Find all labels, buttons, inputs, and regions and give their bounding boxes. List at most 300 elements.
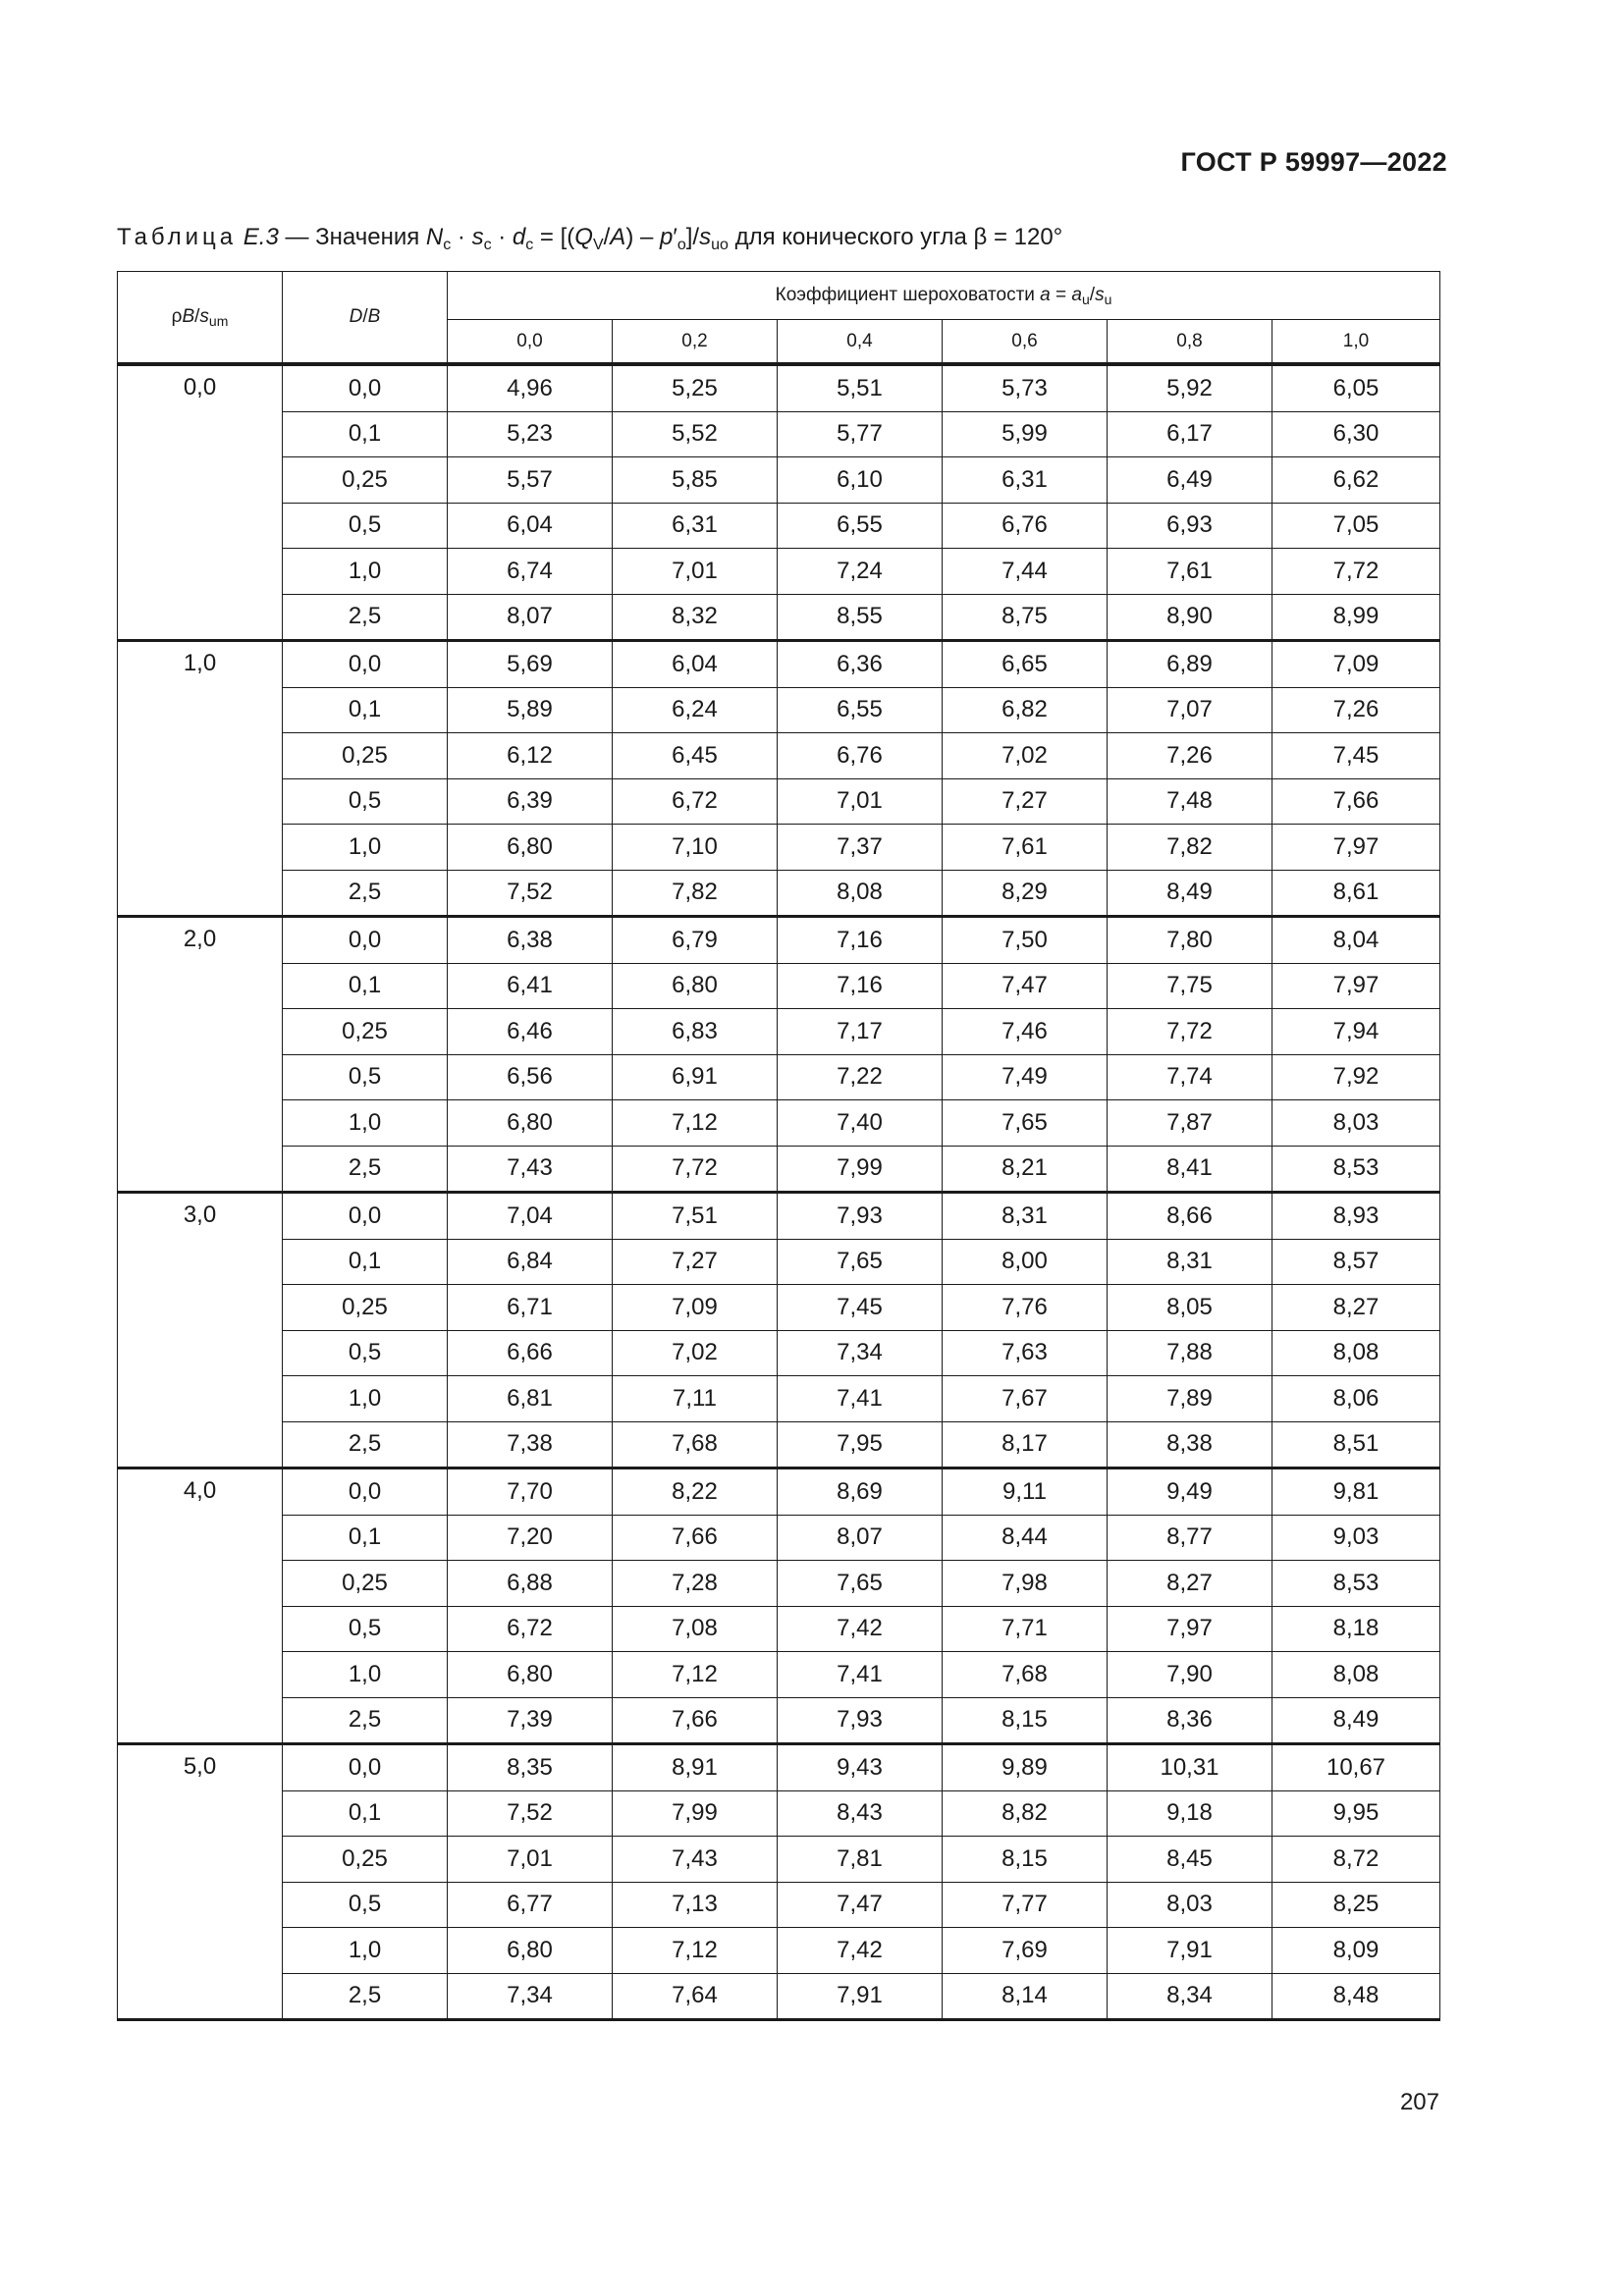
db-cell: 0,1 bbox=[283, 687, 448, 733]
value-cell: 5,51 bbox=[778, 364, 943, 411]
value-cell: 9,89 bbox=[943, 1744, 1108, 1791]
value-cell: 7,70 bbox=[448, 1468, 613, 1516]
value-cell: 5,99 bbox=[943, 411, 1108, 457]
table-row bbox=[118, 1285, 1440, 1331]
value-cell: 7,50 bbox=[943, 917, 1108, 964]
header-a-value: 0,4 bbox=[778, 320, 943, 365]
table-row bbox=[118, 1054, 1440, 1100]
value-cell: 8,61 bbox=[1272, 870, 1440, 917]
table-row bbox=[118, 1652, 1440, 1698]
caption-formula-n: N bbox=[425, 224, 444, 250]
value-cell: 7,65 bbox=[778, 1561, 943, 1607]
db-cell: 2,5 bbox=[283, 870, 448, 917]
value-cell: 8,41 bbox=[1108, 1146, 1272, 1193]
value-cell: 8,05 bbox=[1108, 1285, 1272, 1331]
value-cell: 8,82 bbox=[943, 1790, 1108, 1837]
value-cell: 8,09 bbox=[1272, 1928, 1440, 1974]
value-cell: 6,80 bbox=[448, 1100, 613, 1147]
value-cell: 7,45 bbox=[778, 1285, 943, 1331]
value-cell: 8,36 bbox=[1108, 1697, 1272, 1744]
value-cell: 7,90 bbox=[1108, 1652, 1272, 1698]
value-cell: 7,52 bbox=[448, 870, 613, 917]
db-cell: 0,0 bbox=[283, 1468, 448, 1516]
value-cell: 7,12 bbox=[613, 1100, 778, 1147]
value-cell: 6,65 bbox=[943, 641, 1108, 688]
db-cell: 0,25 bbox=[283, 457, 448, 504]
value-cell: 7,01 bbox=[778, 778, 943, 825]
value-cell: 7,72 bbox=[1272, 549, 1440, 595]
value-cell: 9,03 bbox=[1272, 1515, 1440, 1561]
caption-number: E.3 bbox=[243, 224, 279, 250]
value-cell: 7,41 bbox=[778, 1652, 943, 1698]
caption-label: Таблица bbox=[117, 224, 238, 250]
db-cell: 0,25 bbox=[283, 1561, 448, 1607]
value-cell: 6,74 bbox=[448, 549, 613, 595]
value-cell: 7,37 bbox=[778, 825, 943, 871]
value-cell: 6,46 bbox=[448, 1009, 613, 1055]
value-cell: 7,75 bbox=[1108, 963, 1272, 1009]
value-cell: 5,23 bbox=[448, 411, 613, 457]
table-row bbox=[118, 1744, 1440, 1791]
table-row bbox=[118, 778, 1440, 825]
table-caption: Таблица E.3 — Значения $N_c \cdot s_c \cdot d_c = [(Q_V/A) - p'_o]/s_{uo}$ для конического угла β = 120° bbox=[117, 224, 1063, 253]
value-cell: 7,68 bbox=[943, 1652, 1108, 1698]
db-cell: 1,0 bbox=[283, 549, 448, 595]
value-cell: 7,12 bbox=[613, 1928, 778, 1974]
value-cell: 7,99 bbox=[613, 1790, 778, 1837]
table-row bbox=[118, 641, 1440, 688]
value-cell: 6,55 bbox=[778, 687, 943, 733]
db-cell: 0,5 bbox=[283, 503, 448, 549]
table-row bbox=[118, 594, 1440, 641]
value-cell: 7,04 bbox=[448, 1193, 613, 1240]
table-row bbox=[118, 457, 1440, 504]
value-cell: 8,75 bbox=[943, 594, 1108, 641]
rho-cell: 4,0 bbox=[118, 1468, 283, 1744]
value-cell: 8,77 bbox=[1108, 1515, 1272, 1561]
table-row bbox=[118, 1421, 1440, 1468]
table-row bbox=[118, 733, 1440, 779]
value-cell: 7,82 bbox=[613, 870, 778, 917]
value-cell: 8,15 bbox=[943, 1837, 1108, 1883]
value-cell: 7,94 bbox=[1272, 1009, 1440, 1055]
value-cell: 6,80 bbox=[448, 1928, 613, 1974]
value-cell: 6,71 bbox=[448, 1285, 613, 1331]
db-cell: 0,1 bbox=[283, 1515, 448, 1561]
value-cell: 7,74 bbox=[1108, 1054, 1272, 1100]
table-row bbox=[118, 503, 1440, 549]
value-cell: 5,73 bbox=[943, 364, 1108, 411]
value-cell: 6,72 bbox=[448, 1606, 613, 1652]
db-cell: 1,0 bbox=[283, 825, 448, 871]
db-cell: 0,1 bbox=[283, 1239, 448, 1285]
value-cell: 7,08 bbox=[613, 1606, 778, 1652]
value-cell: 7,20 bbox=[448, 1515, 613, 1561]
header-a-value: 0,0 bbox=[448, 320, 613, 365]
value-cell: 5,89 bbox=[448, 687, 613, 733]
value-cell: 7,42 bbox=[778, 1928, 943, 1974]
value-cell: 6,81 bbox=[448, 1376, 613, 1422]
value-cell: 6,88 bbox=[448, 1561, 613, 1607]
value-cell: 7,07 bbox=[1108, 687, 1272, 733]
value-cell: 7,11 bbox=[613, 1376, 778, 1422]
value-cell: 5,92 bbox=[1108, 364, 1272, 411]
value-cell: 7,68 bbox=[613, 1421, 778, 1468]
value-cell: 6,66 bbox=[448, 1330, 613, 1376]
value-cell: 6,55 bbox=[778, 503, 943, 549]
value-cell: 6,49 bbox=[1108, 457, 1272, 504]
value-cell: 8,18 bbox=[1272, 1606, 1440, 1652]
value-cell: 8,69 bbox=[778, 1468, 943, 1516]
value-cell: 7,43 bbox=[448, 1146, 613, 1193]
value-cell: 6,62 bbox=[1272, 457, 1440, 504]
table-row bbox=[118, 870, 1440, 917]
db-cell: 0,0 bbox=[283, 641, 448, 688]
value-cell: 8,49 bbox=[1108, 870, 1272, 917]
table-row bbox=[118, 1973, 1440, 2020]
value-cell: 7,09 bbox=[1272, 641, 1440, 688]
value-cell: 7,49 bbox=[943, 1054, 1108, 1100]
value-cell: 7,05 bbox=[1272, 503, 1440, 549]
value-cell: 8,14 bbox=[943, 1973, 1108, 2020]
value-cell: 9,43 bbox=[778, 1744, 943, 1791]
table-row bbox=[118, 1009, 1440, 1055]
db-cell: 1,0 bbox=[283, 1928, 448, 1974]
value-cell: 10,67 bbox=[1272, 1744, 1440, 1791]
db-cell: 0,5 bbox=[283, 1606, 448, 1652]
table-row bbox=[118, 1193, 1440, 1240]
value-cell: 7,02 bbox=[613, 1330, 778, 1376]
value-cell: 7,99 bbox=[778, 1146, 943, 1193]
value-cell: 7,76 bbox=[943, 1285, 1108, 1331]
value-cell: 6,84 bbox=[448, 1239, 613, 1285]
table-row bbox=[118, 1239, 1440, 1285]
value-cell: 7,64 bbox=[613, 1973, 778, 2020]
db-cell: 1,0 bbox=[283, 1652, 448, 1698]
value-cell: 8,93 bbox=[1272, 1193, 1440, 1240]
value-cell: 5,69 bbox=[448, 641, 613, 688]
db-cell: 0,25 bbox=[283, 1009, 448, 1055]
standard-designation: ГОСТ Р 59997—2022 bbox=[1180, 147, 1447, 177]
value-cell: 7,66 bbox=[613, 1515, 778, 1561]
value-cell: 6,91 bbox=[613, 1054, 778, 1100]
value-cell: 7,98 bbox=[943, 1561, 1108, 1607]
value-cell: 7,82 bbox=[1108, 825, 1272, 871]
value-cell: 9,81 bbox=[1272, 1468, 1440, 1516]
value-cell: 8,21 bbox=[943, 1146, 1108, 1193]
rho-cell: 5,0 bbox=[118, 1744, 283, 2020]
value-cell: 8,03 bbox=[1272, 1100, 1440, 1147]
db-cell: 0,0 bbox=[283, 364, 448, 411]
value-cell: 7,52 bbox=[448, 1790, 613, 1837]
header-rho: $\rho B/s_{um}$ bbox=[118, 272, 283, 365]
value-cell: 6,05 bbox=[1272, 364, 1440, 411]
value-cell: 7,24 bbox=[778, 549, 943, 595]
value-cell: 7,47 bbox=[943, 963, 1108, 1009]
value-cell: 8,90 bbox=[1108, 594, 1272, 641]
value-cell: 7,93 bbox=[778, 1193, 943, 1240]
value-cell: 8,34 bbox=[1108, 1973, 1272, 2020]
value-cell: 7,81 bbox=[778, 1837, 943, 1883]
caption-dash: — Значения bbox=[278, 224, 426, 250]
value-cell: 8,08 bbox=[778, 870, 943, 917]
value-cell: 8,04 bbox=[1272, 917, 1440, 964]
value-cell: 9,49 bbox=[1108, 1468, 1272, 1516]
value-cell: 7,43 bbox=[613, 1837, 778, 1883]
value-cell: 7,27 bbox=[613, 1239, 778, 1285]
db-cell: 2,5 bbox=[283, 1973, 448, 2020]
value-cell: 7,46 bbox=[943, 1009, 1108, 1055]
value-cell: 7,38 bbox=[448, 1421, 613, 1468]
value-cell: 8,44 bbox=[943, 1515, 1108, 1561]
value-cell: 9,18 bbox=[1108, 1790, 1272, 1837]
db-cell: 1,0 bbox=[283, 1376, 448, 1422]
value-cell: 8,29 bbox=[943, 870, 1108, 917]
value-cell: 7,61 bbox=[1108, 549, 1272, 595]
value-cell: 8,25 bbox=[1272, 1882, 1440, 1928]
value-cell: 8,72 bbox=[1272, 1837, 1440, 1883]
value-cell: 7,28 bbox=[613, 1561, 778, 1607]
value-cell: 6,17 bbox=[1108, 411, 1272, 457]
value-cell: 7,13 bbox=[613, 1882, 778, 1928]
db-cell: 0,5 bbox=[283, 1882, 448, 1928]
value-cell: 7,48 bbox=[1108, 778, 1272, 825]
value-cell: 7,47 bbox=[778, 1882, 943, 1928]
header-a-value: 0,6 bbox=[943, 320, 1108, 365]
table-row bbox=[118, 364, 1440, 411]
value-cell: 6,76 bbox=[943, 503, 1108, 549]
value-cell: 7,95 bbox=[778, 1421, 943, 1468]
db-cell: 0,5 bbox=[283, 1054, 448, 1100]
caption-rest: для конического угла β = 120° bbox=[734, 224, 1063, 250]
value-cell: 8,53 bbox=[1272, 1146, 1440, 1193]
value-cell: 8,03 bbox=[1108, 1882, 1272, 1928]
value-cell: 8,00 bbox=[943, 1239, 1108, 1285]
value-cell: 7,34 bbox=[778, 1330, 943, 1376]
value-cell: 7,63 bbox=[943, 1330, 1108, 1376]
value-cell: 6,80 bbox=[448, 825, 613, 871]
value-cell: 8,22 bbox=[613, 1468, 778, 1516]
value-cell: 6,31 bbox=[943, 457, 1108, 504]
header-db: D/B bbox=[283, 272, 448, 365]
value-cell: 8,66 bbox=[1108, 1193, 1272, 1240]
table-row bbox=[118, 1515, 1440, 1561]
header-a-value: 1,0 bbox=[1272, 320, 1440, 365]
value-cell: 5,25 bbox=[613, 364, 778, 411]
value-cell: 6,72 bbox=[613, 778, 778, 825]
value-cell: 7,26 bbox=[1108, 733, 1272, 779]
db-cell: 0,1 bbox=[283, 1790, 448, 1837]
table-row bbox=[118, 1837, 1440, 1883]
value-cell: 7,17 bbox=[778, 1009, 943, 1055]
value-cell: 7,16 bbox=[778, 917, 943, 964]
db-cell: 2,5 bbox=[283, 1421, 448, 1468]
value-cell: 7,22 bbox=[778, 1054, 943, 1100]
value-cell: 5,52 bbox=[613, 411, 778, 457]
value-cell: 8,53 bbox=[1272, 1561, 1440, 1607]
table-row bbox=[118, 963, 1440, 1009]
table-row bbox=[118, 1376, 1440, 1422]
value-cell: 7,02 bbox=[943, 733, 1108, 779]
value-cell: 7,97 bbox=[1108, 1606, 1272, 1652]
table-row bbox=[118, 1606, 1440, 1652]
rho-cell: 3,0 bbox=[118, 1193, 283, 1468]
value-cell: 8,31 bbox=[1108, 1239, 1272, 1285]
rho-cell: 2,0 bbox=[118, 917, 283, 1193]
table-row bbox=[118, 1100, 1440, 1147]
value-cell: 7,39 bbox=[448, 1697, 613, 1744]
value-cell: 8,35 bbox=[448, 1744, 613, 1791]
value-cell: 7,26 bbox=[1272, 687, 1440, 733]
rho-cell: 1,0 bbox=[118, 641, 283, 917]
db-cell: 0,1 bbox=[283, 411, 448, 457]
db-cell: 0,5 bbox=[283, 778, 448, 825]
value-cell: 6,80 bbox=[613, 963, 778, 1009]
table-row bbox=[118, 411, 1440, 457]
value-cell: 6,12 bbox=[448, 733, 613, 779]
value-cell: 8,32 bbox=[613, 594, 778, 641]
header-a-value: 0,2 bbox=[613, 320, 778, 365]
value-cell: 8,49 bbox=[1272, 1697, 1440, 1744]
table-row bbox=[118, 549, 1440, 595]
value-cell: 6,10 bbox=[778, 457, 943, 504]
value-cell: 8,08 bbox=[1272, 1652, 1440, 1698]
value-cell: 7,93 bbox=[778, 1697, 943, 1744]
value-cell: 8,27 bbox=[1272, 1285, 1440, 1331]
value-cell: 9,95 bbox=[1272, 1790, 1440, 1837]
value-cell: 6,41 bbox=[448, 963, 613, 1009]
table-row bbox=[118, 825, 1440, 871]
db-cell: 0,25 bbox=[283, 1285, 448, 1331]
value-cell: 6,24 bbox=[613, 687, 778, 733]
value-cell: 8,07 bbox=[778, 1515, 943, 1561]
value-cell: 7,65 bbox=[943, 1100, 1108, 1147]
value-cell: 7,66 bbox=[1272, 778, 1440, 825]
value-cell: 5,77 bbox=[778, 411, 943, 457]
value-cell: 8,38 bbox=[1108, 1421, 1272, 1468]
value-cell: 7,65 bbox=[778, 1239, 943, 1285]
value-cell: 6,82 bbox=[943, 687, 1108, 733]
table-row bbox=[118, 1468, 1440, 1516]
value-cell: 8,31 bbox=[943, 1193, 1108, 1240]
value-cell: 8,91 bbox=[613, 1744, 778, 1791]
db-cell: 0,0 bbox=[283, 1193, 448, 1240]
db-cell: 0,25 bbox=[283, 1837, 448, 1883]
value-cell: 7,72 bbox=[1108, 1009, 1272, 1055]
header-roughness: Коэффициент шероховатости $a = a_u/s_u$ bbox=[448, 272, 1440, 320]
value-cell: 8,99 bbox=[1272, 594, 1440, 641]
table-row bbox=[118, 687, 1440, 733]
db-cell: 0,25 bbox=[283, 733, 448, 779]
value-cell: 10,31 bbox=[1108, 1744, 1272, 1791]
value-cell: 6,30 bbox=[1272, 411, 1440, 457]
header-a-value: 0,8 bbox=[1108, 320, 1272, 365]
value-cell: 6,56 bbox=[448, 1054, 613, 1100]
value-cell: 7,51 bbox=[613, 1193, 778, 1240]
page-number: 207 bbox=[1399, 2089, 1439, 2115]
value-cell: 8,55 bbox=[778, 594, 943, 641]
value-cell: 5,85 bbox=[613, 457, 778, 504]
value-cell: 8,07 bbox=[448, 594, 613, 641]
value-cell: 7,42 bbox=[778, 1606, 943, 1652]
value-cell: 7,01 bbox=[448, 1837, 613, 1883]
value-cell: 7,09 bbox=[613, 1285, 778, 1331]
value-cell: 6,89 bbox=[1108, 641, 1272, 688]
value-cell: 8,48 bbox=[1272, 1973, 1440, 2020]
value-cell: 6,79 bbox=[613, 917, 778, 964]
value-cell: 7,40 bbox=[778, 1100, 943, 1147]
table-row bbox=[118, 1928, 1440, 1974]
table-row bbox=[118, 1697, 1440, 1744]
value-cell: 7,27 bbox=[943, 778, 1108, 825]
value-cell: 6,77 bbox=[448, 1882, 613, 1928]
table-row bbox=[118, 1561, 1440, 1607]
value-cell: 7,91 bbox=[1108, 1928, 1272, 1974]
value-cell: 7,88 bbox=[1108, 1330, 1272, 1376]
value-cell: 6,04 bbox=[613, 641, 778, 688]
value-cell: 8,43 bbox=[778, 1790, 943, 1837]
value-cell: 7,61 bbox=[943, 825, 1108, 871]
db-cell: 0,5 bbox=[283, 1330, 448, 1376]
value-cell: 7,87 bbox=[1108, 1100, 1272, 1147]
value-cell: 6,83 bbox=[613, 1009, 778, 1055]
value-cell: 7,97 bbox=[1272, 963, 1440, 1009]
value-cell: 8,57 bbox=[1272, 1239, 1440, 1285]
table-row bbox=[118, 1146, 1440, 1193]
value-cell: 4,96 bbox=[448, 364, 613, 411]
value-cell: 8,27 bbox=[1108, 1561, 1272, 1607]
value-cell: 7,77 bbox=[943, 1882, 1108, 1928]
value-cell: 6,39 bbox=[448, 778, 613, 825]
value-cell: 7,71 bbox=[943, 1606, 1108, 1652]
db-cell: 0,0 bbox=[283, 1744, 448, 1791]
table-row bbox=[118, 1882, 1440, 1928]
value-cell: 7,01 bbox=[613, 549, 778, 595]
value-cell: 6,38 bbox=[448, 917, 613, 964]
value-cell: 7,66 bbox=[613, 1697, 778, 1744]
value-cell: 7,12 bbox=[613, 1652, 778, 1698]
db-cell: 2,5 bbox=[283, 1697, 448, 1744]
value-cell: 7,45 bbox=[1272, 733, 1440, 779]
value-cell: 7,67 bbox=[943, 1376, 1108, 1422]
value-cell: 7,91 bbox=[778, 1973, 943, 2020]
value-cell: 7,44 bbox=[943, 549, 1108, 595]
table-row bbox=[118, 1330, 1440, 1376]
db-cell: 0,1 bbox=[283, 963, 448, 1009]
value-cell: 7,69 bbox=[943, 1928, 1108, 1974]
value-cell: 7,41 bbox=[778, 1376, 943, 1422]
value-cell: 6,04 bbox=[448, 503, 613, 549]
value-cell: 7,89 bbox=[1108, 1376, 1272, 1422]
value-cell: 7,80 bbox=[1108, 917, 1272, 964]
rho-cell: 0,0 bbox=[118, 364, 283, 641]
value-cell: 6,76 bbox=[778, 733, 943, 779]
value-cell: 6,45 bbox=[613, 733, 778, 779]
value-cell: 8,17 bbox=[943, 1421, 1108, 1468]
db-cell: 1,0 bbox=[283, 1100, 448, 1147]
value-cell: 5,57 bbox=[448, 457, 613, 504]
value-cell: 7,97 bbox=[1272, 825, 1440, 871]
value-cell: 7,92 bbox=[1272, 1054, 1440, 1100]
value-cell: 8,15 bbox=[943, 1697, 1108, 1744]
value-cell: 7,72 bbox=[613, 1146, 778, 1193]
value-cell: 6,93 bbox=[1108, 503, 1272, 549]
db-cell: 2,5 bbox=[283, 1146, 448, 1193]
value-cell: 8,51 bbox=[1272, 1421, 1440, 1468]
coefficient-table bbox=[117, 271, 1440, 2021]
value-cell: 8,06 bbox=[1272, 1376, 1440, 1422]
db-cell: 0,0 bbox=[283, 917, 448, 964]
